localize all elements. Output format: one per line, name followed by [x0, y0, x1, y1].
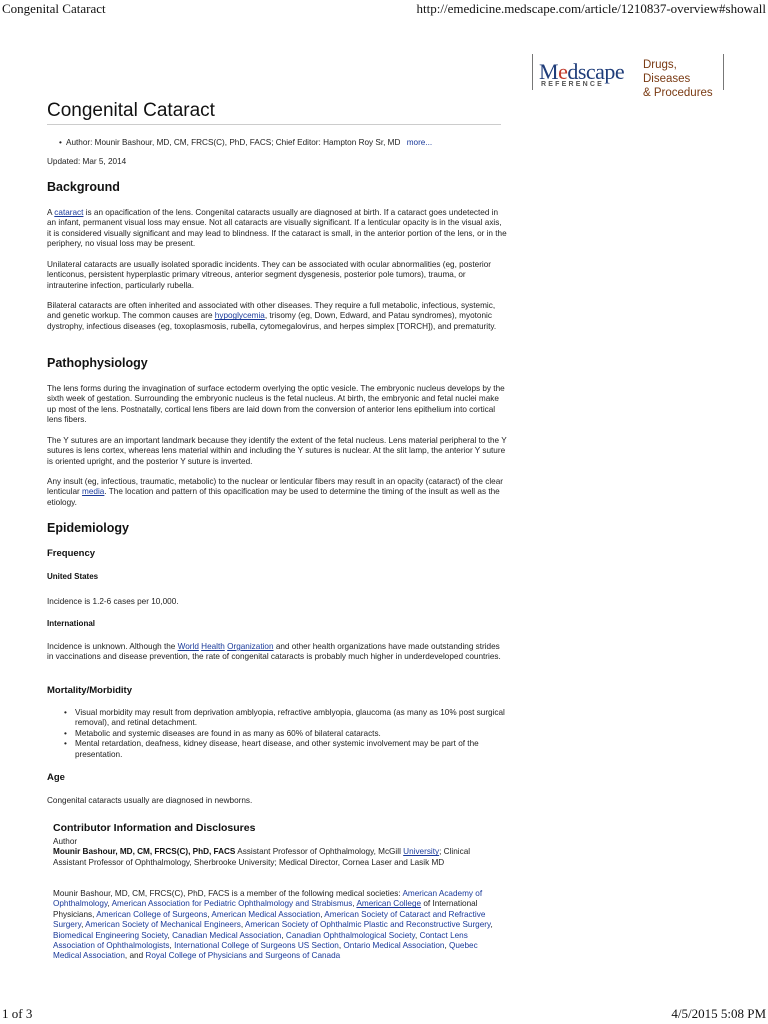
page-number: 1 of 3 [2, 1006, 33, 1021]
mortality-list [62, 708, 507, 760]
logo-sub: REFERENCE [541, 81, 604, 88]
author-text: Author: Mounir Bashour, MD, CM, FRCS(C), PhD, FACS; Chief Editor: Hampton Roy Sr, MD [66, 138, 401, 147]
background-p3: Bilateral cataracts are often inherited and associated with other diseases. They require a full metabolic, infectious, systemic, and genetic workup. The common causes are hypoglycemia, trisomy (eg, Down, Edward, and Patau syndromes), myotonic dystrophy, infectious diseases (eg, toxoplasmosis, rubella, cytomegalovirus, and herpes simplex [TORCH]), and prematurity. [47, 301, 497, 331]
society-link[interactable]: American College [356, 899, 422, 909]
bullet-icon: • [59, 138, 62, 147]
society-link[interactable]: Contact Lens Association of Ophthalmologists [53, 930, 468, 951]
author-line [59, 138, 433, 147]
us-incidence: Incidence is 1.2-6 cases per 10,000. [47, 597, 179, 606]
logo-tagline [643, 58, 723, 100]
heading-epidemiology: Epidemiology [47, 521, 129, 535]
logo-tagline-2: & Procedures [643, 87, 713, 99]
article-title: Congenital Cataract [47, 100, 215, 121]
link-cataract[interactable]: cataract [54, 208, 84, 217]
society-link[interactable]: International College of Surgeons US Section [174, 941, 339, 951]
author-name: Mounir Bashour, MD, CM, FRCS(C), PhD, FACS [53, 847, 236, 857]
author-more-link[interactable]: more... [406, 138, 433, 147]
title-divider [47, 124, 501, 125]
list-item: • Mental retardation, deafness, kidney disease, heart disease, and other systemic involvement may be part of the presentation. [62, 739, 507, 760]
society-link[interactable]: Ontario Medical Association [343, 941, 445, 951]
intl-incidence: Incidence is unknown. Although the World Health Organization and other health organizations have made outstanding strides in vaccinations and disease prevention, the rate of congenital cataracts is probably much higher in underdeveloped countries. [47, 642, 501, 662]
patho-p3: Any insult (eg, infectious, traumatic, metabolic) to the nuclear or lenticular fibers may result in an opacity (cataract) of the clear lenticular media. The location and pattern of this opacification may be used to determine the timing of the insult as well as the etiology. [47, 477, 503, 507]
link-hypoglycemia[interactable]: hypoglycemia [214, 311, 265, 321]
heading-international: International [47, 619, 96, 628]
society-link[interactable]: American Society of Cataract and Refractive Surgery [53, 909, 486, 930]
contrib-societies: Mounir Bashour, MD, CM, FRCS(C), PhD, FACS is a member of the following medical societies: American Academy of Ophthalmology, American Association for Pediatric Ophthalmology and Strabismus, American College of International Physicians, American College of Surgeons, American Medical Association, American Society of Cataract and Refractive Surgery, American Society of Mechanical Engineers, American Society of Ophthalmic Plastic and Reconstructive Surgery, Biomedical Engineering Society, Canadian Medical Association, Canadian Ophthalmological Society, Contact Lens Association of Ophthalmologists, International College of Surgeons US Section, Ontario Medical Association, Quebec Medical Association, and Royal College of Physicians and Surgeons of Canada [53, 889, 493, 961]
logo-tagline-1: Drugs, Diseases [643, 59, 691, 85]
patho-p1: The lens forms during the invagination of surface ectoderm overlying the optic vesicle. The embryonic nucleus develops by the sixth week of gestation. Surrounding the embryonic nucleus is the fetal nucleus. At birth, the embryonic and fetal nuclei make up most of the lens. Postnatally, cortical lens fibers are laid down from the conversion of anterior lens epithelium into cortical lens fibers. [47, 384, 505, 425]
society-link[interactable]: Biomedical Engineering Society [53, 930, 168, 940]
society-link[interactable]: American College of Surgeons [96, 909, 208, 919]
society-link[interactable]: American Society of Ophthalmic Plastic and Reconstructive Surgery [244, 920, 491, 930]
heading-united-states: United States [47, 572, 99, 581]
author-details: Mounir Bashour, MD, CM, FRCS(C), PhD, FACS Assistant Professor of Ophthalmology, McGill University; Clinical Assistant Professor of Ophthalmology, Sherbrooke University; Medical Director, Cornea Laser and Lasik MD [53, 847, 471, 867]
link-media[interactable]: media [82, 487, 105, 497]
society-link[interactable]: American Medical Association [211, 909, 321, 919]
background-p2: Unilateral cataracts are usually isolated sporadic incidents. They can be associated with ocular abnormalities (eg, posterior lenticonus, persistent hyperplastic primary vitreous, anterior segment dysgenesis, posterior pole tumors), trauma, or intrauterine infection, particularly rubella. [47, 260, 492, 290]
print-header-title: Congenital Cataract [2, 1, 106, 16]
society-link[interactable]: American Association for Pediatric Ophthalmology and Strabismus [111, 899, 353, 909]
print-datetime: 4/5/2015 5:08 PM [671, 1006, 766, 1021]
age-text: Congenital cataracts usually are diagnosed in newborns. [47, 796, 253, 805]
society-link[interactable]: American Society of Mechanical Engineers [85, 920, 241, 930]
list-item: • Metabolic and systemic diseases are found in as many as 60% of bilateral cataracts. [62, 729, 507, 739]
medscape-logo[interactable] [532, 54, 724, 99]
heading-pathophysiology: Pathophysiology [47, 356, 148, 370]
heading-mortality: Mortality/Morbidity [47, 685, 132, 696]
heading-frequency: Frequency [47, 548, 96, 559]
heading-age: Age [47, 772, 65, 783]
society-link[interactable]: Canadian Medical Association [172, 930, 282, 940]
author-label: Author [53, 837, 78, 846]
link-organization[interactable]: Organization [227, 642, 274, 651]
society-link[interactable]: American Academy of Ophthalmology [53, 889, 483, 909]
link-university[interactable]: University [403, 847, 440, 857]
contrib-author-block [53, 837, 505, 868]
heading-background: Background [47, 180, 120, 194]
society-link[interactable]: Canadian Ophthalmological Society [285, 930, 416, 940]
society-link[interactable]: Royal College of Physicians and Surgeons of Canada [145, 951, 341, 961]
link-health[interactable]: Health [201, 642, 225, 651]
link-world[interactable]: World [177, 642, 199, 651]
patho-p2: The Y sutures are an important landmark because they identify the extent of the fetal nucleus. Lens material peripheral to the Y sutures is lens cortex, whereas lens material within and including the Y sutures is nuclear. At the slit lamp, the anterior Y suture is oriented upright, and the posterior Y suture is inverted. [47, 436, 507, 466]
heading-contributor: Contributor Information and Disclosures [53, 822, 256, 834]
list-item: • Visual morbidity may result from deprivation amblyopia, refractive amblyopia, glaucoma (as many as 10% post surgical removal), and retinal detachment. [62, 708, 507, 729]
print-footer [0, 1006, 768, 1024]
print-header-url: http://emedicine.medscape.com/article/1210837-overview#showall [416, 1, 766, 16]
logo-brand: Medscape [539, 59, 625, 84]
print-header [0, 0, 768, 18]
society-link[interactable]: Quebec Medical Association [53, 941, 478, 961]
background-p1: A cataract is an opacification of the lens. Congenital cataracts usually are diagnosed at birth. If a cataract goes undetected in an infant, permanent visual loss may ensue. Not all cataracts are visually significant. If a lenticular opacity is in the visual axis, it is considered visually significant and may lead to blindness. If the cataract is small, in the anterior portion of the lens, or in the periphery, no visual loss may be present. [47, 208, 507, 249]
updated-date: Updated: Mar 5, 2014 [47, 157, 127, 166]
